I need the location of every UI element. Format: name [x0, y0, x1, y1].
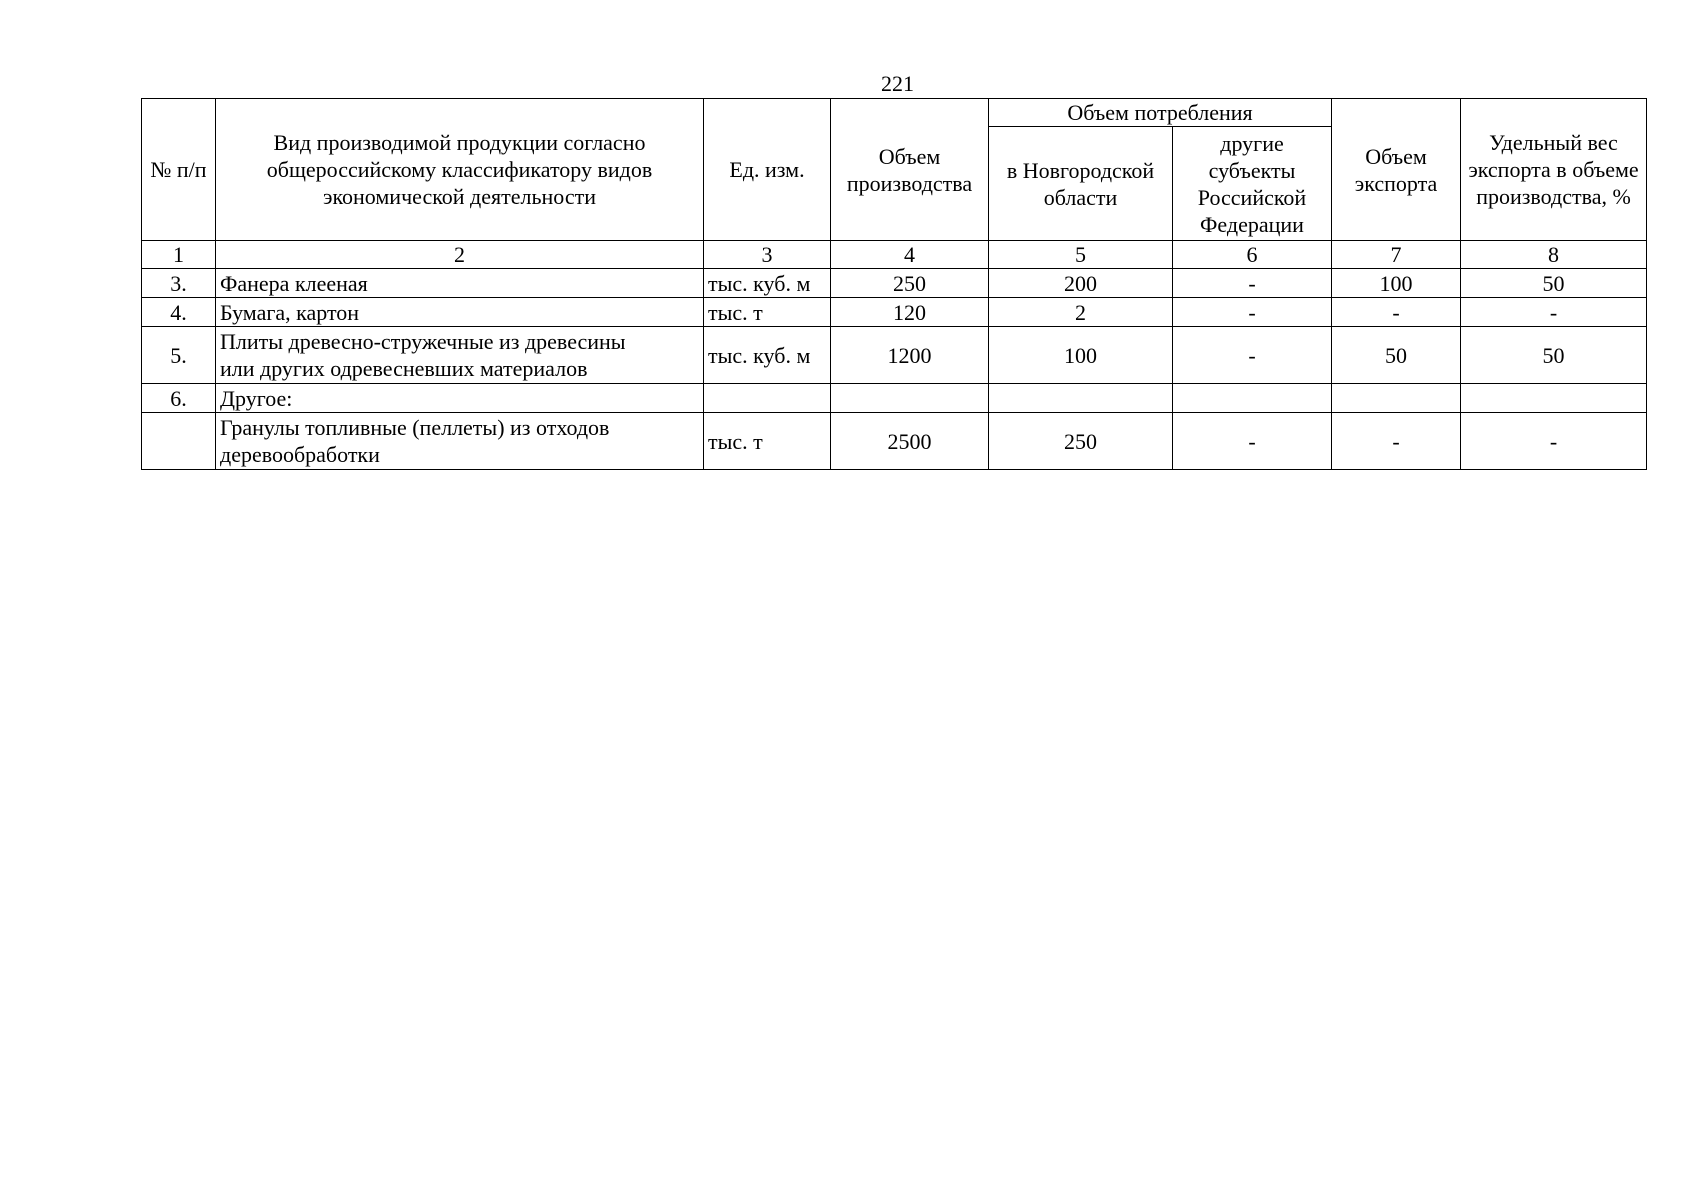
production-table	[141, 98, 1647, 470]
novgorod-cell	[989, 384, 1173, 413]
unit-cell: тыс. т	[704, 298, 831, 327]
export-cell: -	[1332, 413, 1461, 470]
row-number: 3.	[142, 269, 216, 298]
table-row	[142, 298, 1647, 327]
production-cell: 250	[831, 269, 989, 298]
page-number: 221	[881, 71, 914, 96]
other-regions-cell: -	[1173, 413, 1332, 470]
production-cell	[831, 384, 989, 413]
header-unit: Ед. изм.	[704, 99, 831, 241]
export-share-cell: -	[1461, 298, 1647, 327]
production-cell: 1200	[831, 327, 989, 384]
column-number: 3	[704, 241, 831, 269]
product-name-line: Плиты древесно-стружечные из древесины	[220, 329, 626, 354]
column-number: 6	[1173, 241, 1332, 269]
unit-cell: тыс. куб. м	[704, 269, 831, 298]
header-production-volume: Объем производства	[831, 99, 989, 241]
product-name-line: деревообработки	[220, 442, 380, 467]
other-regions-cell	[1173, 384, 1332, 413]
row-number	[142, 413, 216, 470]
column-number: 4	[831, 241, 989, 269]
column-number: 8	[1461, 241, 1647, 269]
product-name	[216, 327, 704, 384]
header-row	[142, 99, 1647, 127]
export-share-cell: 50	[1461, 269, 1647, 298]
row-number: 5.	[142, 327, 216, 384]
header-product-type: Вид производимой продукции согласно общероссийскому классификатору видов экономической деятельности	[216, 99, 704, 241]
header-consumption-group: Объем потребления	[989, 99, 1332, 127]
export-cell: -	[1332, 298, 1461, 327]
product-name: Другое:	[216, 384, 704, 413]
unit-cell: тыс. т	[704, 413, 831, 470]
product-name	[216, 413, 704, 470]
unit-cell	[704, 384, 831, 413]
production-cell: 120	[831, 298, 989, 327]
column-number: 1	[142, 241, 216, 269]
novgorod-cell: 200	[989, 269, 1173, 298]
other-regions-cell: -	[1173, 269, 1332, 298]
column-number-row	[142, 241, 1647, 269]
header-novgorod: в Новгородской области	[989, 127, 1173, 241]
export-cell: 100	[1332, 269, 1461, 298]
product-name-line: или других одревесневших материалов	[220, 356, 588, 381]
header-number: № п/п	[142, 99, 216, 241]
column-number: 5	[989, 241, 1173, 269]
unit-cell: тыс. куб. м	[704, 327, 831, 384]
export-cell	[1332, 384, 1461, 413]
product-name-line: Гранулы топливные (пеллеты) из отходов	[220, 415, 610, 440]
product-name: Фанера клееная	[216, 269, 704, 298]
table-row	[142, 413, 1647, 470]
novgorod-cell: 250	[989, 413, 1173, 470]
row-number: 4.	[142, 298, 216, 327]
other-regions-cell: -	[1173, 327, 1332, 384]
novgorod-cell: 100	[989, 327, 1173, 384]
column-number: 2	[216, 241, 704, 269]
column-number: 7	[1332, 241, 1461, 269]
table-row	[142, 327, 1647, 384]
production-cell: 2500	[831, 413, 989, 470]
other-regions-cell: -	[1173, 298, 1332, 327]
product-name: Бумага, картон	[216, 298, 704, 327]
header-other-regions: другие субъекты Российской Федерации	[1173, 127, 1332, 241]
header-export-share: Удельный вес экспорта в объеме производства, %	[1461, 99, 1647, 241]
export-share-cell	[1461, 384, 1647, 413]
export-share-cell: 50	[1461, 327, 1647, 384]
row-number: 6.	[142, 384, 216, 413]
table-row	[142, 384, 1647, 413]
export-share-cell: -	[1461, 413, 1647, 470]
export-cell: 50	[1332, 327, 1461, 384]
header-export-volume: Объем экспорта	[1332, 99, 1461, 241]
table-row	[142, 269, 1647, 298]
novgorod-cell: 2	[989, 298, 1173, 327]
